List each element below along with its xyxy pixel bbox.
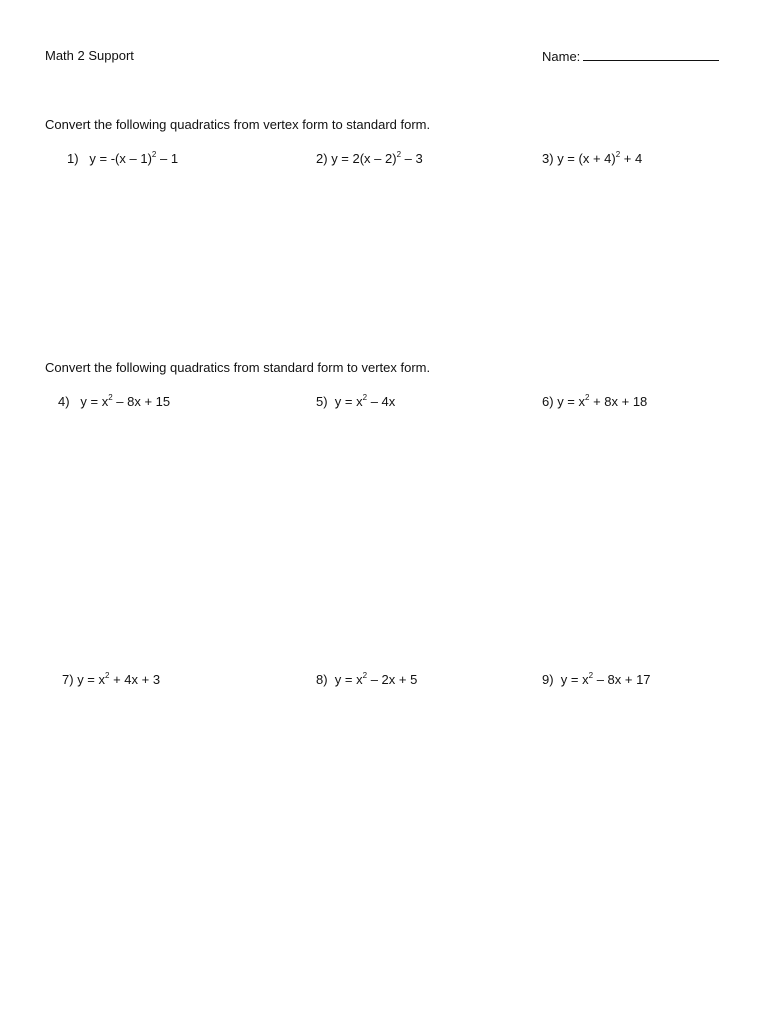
problem-number: 2) bbox=[316, 151, 328, 166]
problem-1 bbox=[67, 151, 178, 167]
exponent: 2 bbox=[105, 670, 110, 680]
name-field bbox=[542, 48, 719, 65]
equation-part: y = 2(x – 2) bbox=[331, 151, 397, 166]
equation-part: y = x bbox=[80, 394, 109, 409]
problem-8 bbox=[316, 672, 417, 688]
equation-part: + 8x + 18 bbox=[589, 394, 648, 409]
problem-3 bbox=[542, 151, 642, 167]
problem-number: 5) bbox=[316, 394, 328, 409]
equation-part: y = x bbox=[77, 672, 106, 687]
section-instruction: Convert the following quadratics from vertex form to standard form. bbox=[45, 117, 431, 132]
exponent: 2 bbox=[108, 392, 113, 402]
problem-5 bbox=[316, 394, 395, 410]
problem-number: 8) bbox=[316, 672, 328, 687]
exponent: 2 bbox=[585, 392, 590, 402]
exponent: 2 bbox=[615, 149, 621, 159]
exponent: 2 bbox=[362, 392, 368, 402]
course-title: Math 2 Support bbox=[45, 48, 134, 63]
equation-part: y = x bbox=[560, 672, 589, 687]
equation-part: – 2x + 5 bbox=[367, 672, 418, 687]
problem-9 bbox=[542, 672, 651, 688]
equation-part: y = -(x – 1) bbox=[89, 151, 152, 166]
problem-number: 1) bbox=[67, 151, 79, 166]
exponent: 2 bbox=[588, 670, 594, 680]
problem-number: 4) bbox=[58, 394, 70, 409]
exponent: 2 bbox=[396, 149, 402, 159]
problem-2 bbox=[316, 151, 423, 167]
equation-part: – 1 bbox=[156, 151, 179, 166]
equation-part: – 8x + 15 bbox=[112, 394, 171, 409]
problem-number: 6) bbox=[542, 394, 554, 409]
equation-part: y = (x + 4) bbox=[557, 151, 616, 166]
problem-number: 9) bbox=[542, 672, 554, 687]
equation-part: y = x bbox=[557, 394, 586, 409]
equation-part: + 4x + 3 bbox=[109, 672, 161, 687]
equation-part: – 3 bbox=[401, 151, 423, 166]
problem-6 bbox=[542, 394, 647, 410]
name-label: Name: bbox=[542, 49, 581, 64]
exponent: 2 bbox=[362, 670, 368, 680]
problem-number: 3) bbox=[542, 151, 554, 166]
equation-part: – 8x + 17 bbox=[593, 672, 651, 687]
problem-7 bbox=[62, 672, 160, 688]
problem-4 bbox=[58, 394, 170, 410]
equation-part: y = x bbox=[334, 672, 363, 687]
section-instruction: Convert the following quadratics from standard form to vertex form. bbox=[45, 360, 431, 375]
exponent: 2 bbox=[151, 149, 157, 159]
name-blank-line bbox=[583, 48, 719, 61]
equation-part: – 4x bbox=[367, 394, 396, 409]
problem-number: 7) bbox=[62, 672, 74, 687]
equation-part: y = x bbox=[334, 394, 363, 409]
equation-part: + 4 bbox=[620, 151, 643, 166]
